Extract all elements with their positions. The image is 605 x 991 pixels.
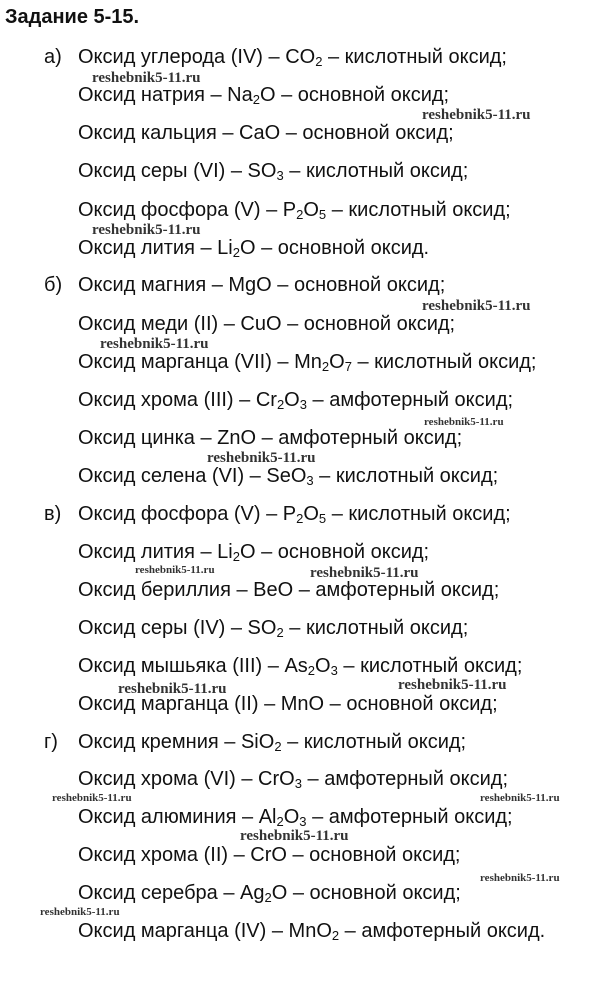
- oxide-line: Оксид мышьяка $(III) - As_2O_3$ – кислотный оксид;: [78, 655, 523, 678]
- oxide-line: Оксид марганца (II) – MnO – основной оксид;: [78, 693, 498, 715]
- oxide-line: Оксид фосфора $(V) - P_2O_5$ – кислотный оксид;: [78, 503, 511, 526]
- section-marker: а): [44, 46, 62, 68]
- oxide-line: Оксид магния – MgO – основной оксид;: [78, 274, 446, 296]
- section-marker: в): [44, 503, 62, 525]
- oxide-line: Оксид селена (VI) – SeO$_3$ – кислотный оксид;: [78, 465, 499, 488]
- watermark-text: reshebnik5-11.ru: [424, 416, 504, 428]
- watermark-text: reshebnik5-11.ru: [480, 792, 560, 804]
- watermark-text: reshebnik5-11.ru: [480, 872, 560, 884]
- task-title: Задание 5-15.: [5, 6, 140, 28]
- oxide-line: Оксид кремния – SiO$_2$ – кислотный оксид;: [78, 731, 467, 754]
- oxide-line: Оксид меди (II) – CuO – основной оксид;: [78, 313, 456, 335]
- watermark-text: reshebnik5-11.ru: [310, 565, 419, 581]
- oxide-line: Оксид натрия – $Na_2O$ – основной оксид;: [78, 84, 450, 107]
- oxide-line: Оксид кальция – CaO – основной оксид;: [78, 122, 454, 144]
- oxide-line: Оксид лития – $Li_2O$ – основной оксид.: [78, 237, 430, 260]
- watermark-text: reshebnik5-11.ru: [40, 906, 120, 918]
- oxide-line: Оксид серы $(VI) - SO_3$ – кислотный оксид;: [78, 160, 469, 183]
- oxide-line: Оксид хрома (II) – CrO – основной оксид;: [78, 844, 461, 866]
- oxide-line: Оксид цинка – ZnO – амфотерный оксид;: [78, 427, 463, 449]
- watermark-text: reshebnik5-11.ru: [135, 564, 215, 576]
- oxide-line: Оксид алюминия – $Al_2O_3$ – амфотерный оксид;: [78, 806, 513, 829]
- watermark-text: reshebnik5-11.ru: [240, 828, 349, 844]
- oxide-line: Оксид бериллия – BeO – амфотерный оксид;: [78, 579, 500, 601]
- oxide-line: Оксид фосфора $(V) - P_2O_5$ – кислотный оксид;: [78, 199, 511, 222]
- watermark-text: reshebnik5-11.ru: [118, 681, 227, 697]
- watermark-text: reshebnik5-11.ru: [422, 298, 531, 314]
- oxide-line: Оксид хрома $(III) - Cr_2O_3$ – амфотерный оксид;: [78, 389, 514, 412]
- watermark-text: reshebnik5-11.ru: [52, 792, 132, 804]
- watermark-text: reshebnik5-11.ru: [398, 677, 507, 693]
- oxide-line: Оксид серы $(IV) - SO_2$ – кислотный оксид;: [78, 617, 469, 640]
- oxide-line: Оксид серебра – $Ag_2O$ – основной оксид;: [78, 882, 461, 905]
- section-marker: б): [44, 274, 63, 296]
- oxide-line: Оксид марганца (IV) – MnO$_2$ – амфотерный оксид.: [78, 920, 546, 943]
- watermark-text: reshebnik5-11.ru: [422, 107, 531, 123]
- watermark-text: reshebnik5-11.ru: [207, 450, 316, 466]
- watermark-text: reshebnik5-11.ru: [92, 70, 201, 86]
- watermark-text: reshebnik5-11.ru: [92, 222, 201, 238]
- watermark-text: reshebnik5-11.ru: [100, 336, 209, 352]
- oxide-line: Оксид хрома (VI) – CrO$_3$ – амфотерный оксид;: [78, 768, 509, 791]
- oxide-line: Оксид углерода $(IV) - CO_2$ – кислотный оксид;: [78, 46, 507, 69]
- section-marker: г): [44, 731, 58, 753]
- oxide-line: Оксид лития – $Li_2O$ – основной оксид;: [78, 541, 430, 564]
- oxide-line: Оксид марганца $(VII) - Mn_2O_7$ – кислотный оксид;: [78, 351, 537, 374]
